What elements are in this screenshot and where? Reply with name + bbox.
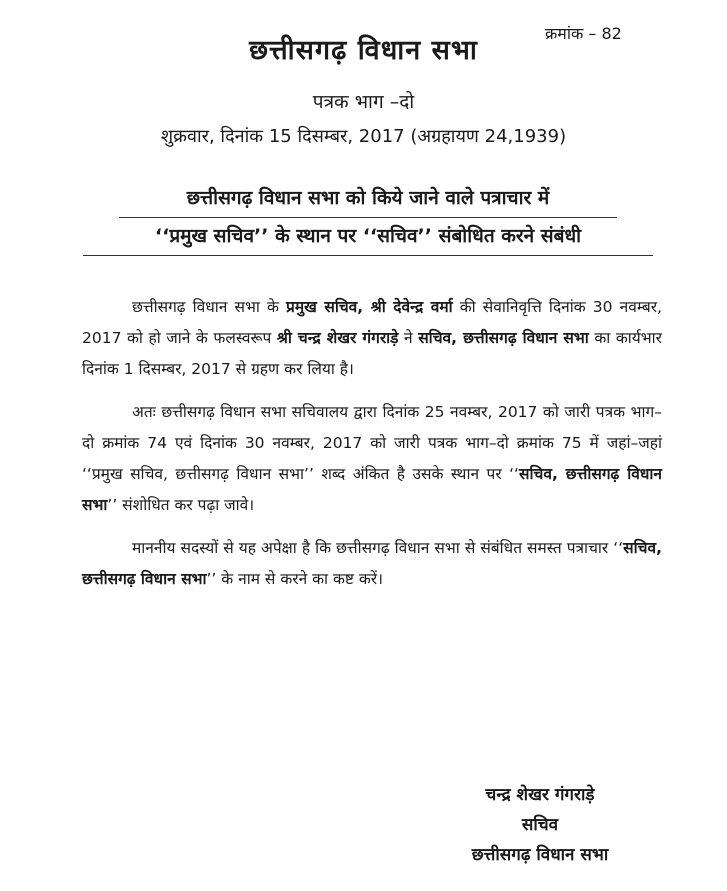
p3-bold-1: सचिव, छत्तीसगढ़ विधान सभा <box>82 539 662 588</box>
subject-line-2: ‘‘प्रमुख सचिव’’ के स्थान पर ‘‘सचिव’’ संबोधित करने संबंधी <box>83 218 653 256</box>
p3-text-1: माननीय सदस्यों से यह अपेक्षा है कि छत्तीसगढ़ विधान सभा से संबंधित समस्त पत्राचार ‘‘ <box>132 539 624 557</box>
date-line: शुक्रवार, दिनांक 15 दिसम्बर, 2017 (अग्रहायण 24,1939) <box>160 126 567 147</box>
subject-line-1: छत्तीसगढ़ विधान सभा को किये जाने वाले पत्राचार में <box>119 180 617 218</box>
signatory-name: चन्द्र शेखर गंगराड़े <box>485 785 595 805</box>
p1-bold-1: प्रमुख सचिव, श्री देवेन्द्र वर्मा <box>286 298 453 316</box>
paragraph-2 <box>82 397 662 521</box>
bulletin-part: पत्रक भाग –दो <box>312 91 415 113</box>
paragraph-1 <box>82 292 662 385</box>
p2-bold-1: सचिव, छत्तीसगढ़ विधान सभा <box>82 465 662 514</box>
signatory-designation: सचिव <box>521 815 559 835</box>
p1-text-1: छत्तीसगढ़ विधान सभा के <box>132 298 286 316</box>
p1-text-4: का कार्यभार दिनांक 1 दिसम्बर, 2017 से ग्रहण कर लिया है। <box>82 329 662 378</box>
serial-number: क्रमांक – 82 <box>545 24 622 43</box>
signatory-organization: छत्तीसगढ़ विधान सभा <box>471 845 609 865</box>
p3-text-2: ’’ के नाम से करने का कष्ट करें। <box>206 570 383 588</box>
org-title: छत्तीसगढ़ विधान सभा <box>249 35 478 66</box>
p2-text-2: ’’ संशोधित कर पढ़ा जावे। <box>107 496 255 514</box>
p2-text-1: अतः छत्तीसगढ़ विधान सभा सचिवालय द्वारा दिनांक 25 नवम्बर, 2017 को जारी पत्रक भाग–दो क्रमांक 74 एवं दिनांक 30 नवम्बर, 2017 को जारी पत्रक भाग–दो क्रमांक 75 में जहां–जहां ‘‘प्रमुख सचिव, छत्तीसगढ़ विधान सभा’’ शब्द अंकित है उसके स्थान पर ‘‘ <box>82 403 662 483</box>
body-text <box>82 292 662 607</box>
paragraph-3 <box>82 533 662 595</box>
p1-text-2: की सेवानिवृत्ति दिनांक 30 नवम्बर, 2017 को हो जाने के फलस्वरूप <box>82 298 662 347</box>
p1-bold-3: सचिव, छत्तीसगढ़ विधान सभा <box>418 329 589 347</box>
signature-block <box>420 780 660 870</box>
p1-bold-2: श्री चन्द्र शेखर गंगराड़े <box>276 329 399 347</box>
subject-heading <box>78 180 658 256</box>
p1-text-3: ने <box>398 329 419 347</box>
